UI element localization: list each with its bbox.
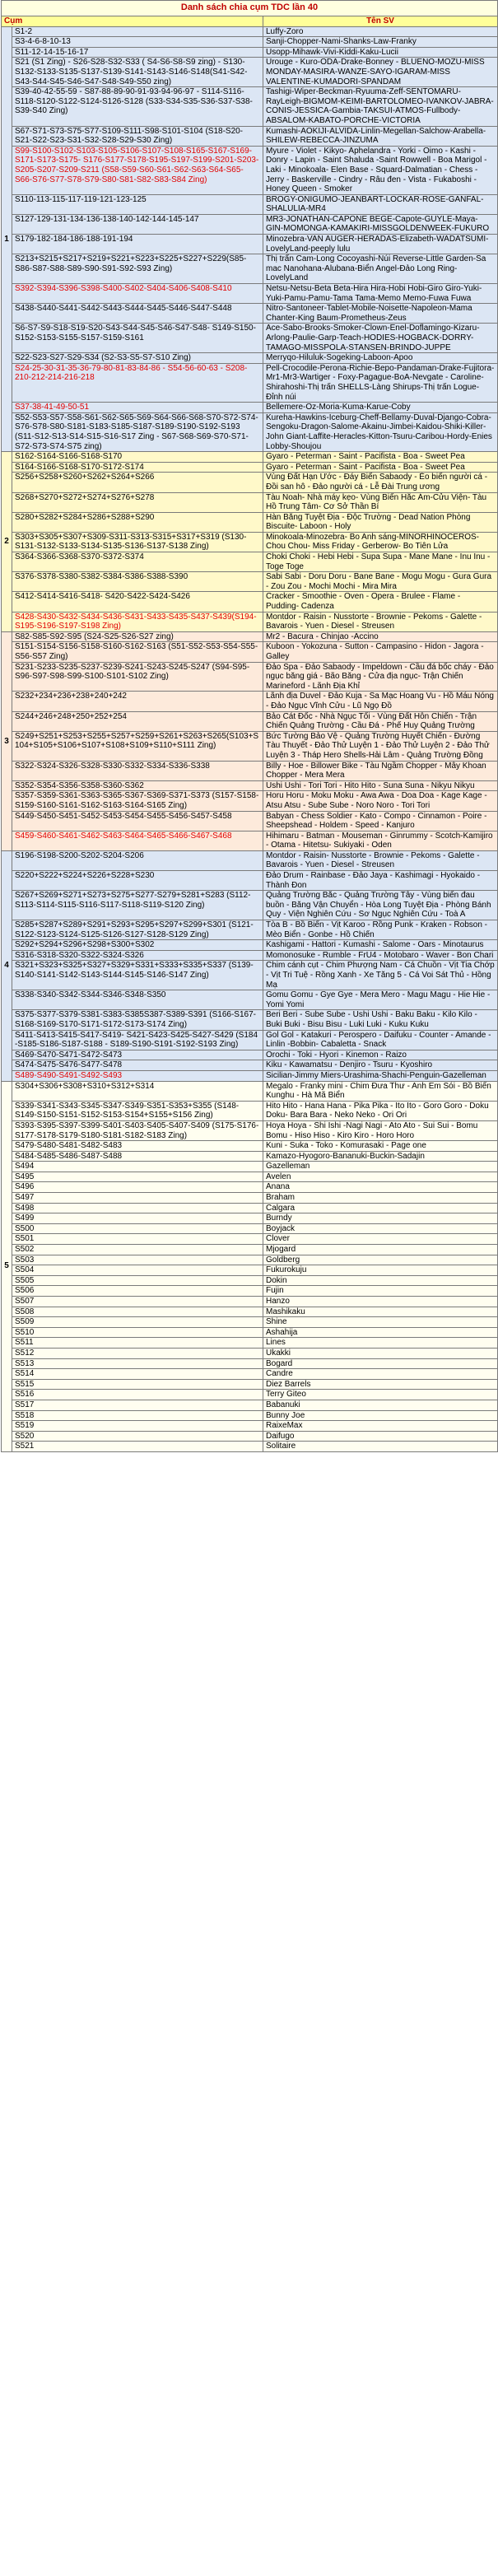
table-body — [2, 26, 498, 1451]
table-row — [2, 353, 498, 364]
server-list-cell: S500 — [12, 1223, 263, 1234]
student-names-cell: Urouge - Kuro-ODA-Drake-Bonney - BLUENO-MOZU-MISS MONDAY-MASIRA-WANZE-SAYO-IGARAM-MISS VALENTINE-KUMADORI-SPANDAM — [263, 58, 498, 87]
student-names-cell: Ashahija — [263, 1327, 498, 1338]
header-row — [2, 16, 498, 27]
server-list-cell: S519 — [12, 1421, 263, 1432]
student-names-cell: Mr2 - Bacura - Chinjao -Accino — [263, 631, 498, 642]
server-list-cell: S322-S324-S326-S328-S330-S332-S334-S336-S338 — [12, 761, 263, 780]
student-names-cell: Ukakki — [263, 1348, 498, 1358]
table-row — [2, 961, 498, 990]
server-list-cell: S449-S450-S451-S452-S453-S454-S455-S456-S457-S458 — [12, 811, 263, 831]
server-list-cell: S505 — [12, 1275, 263, 1286]
student-names-cell: Mjogard — [263, 1245, 498, 1255]
student-names-cell: Sicilian-Jimmy Miers-Urashima-Shachi-Penguin-Gazelleman — [263, 1070, 498, 1081]
student-names-cell: Shine — [263, 1317, 498, 1328]
server-list-cell: S220+S222+S224+S226+S228+S230 — [12, 871, 263, 891]
student-names-cell: Hàn Băng Tuyệt Địa - Độc Trường - Dead Nation Phòng Biscuite- Laboon - Holy — [263, 512, 498, 532]
student-names-cell: Orochi - Toki - Hyori - Kinemon - Raizo — [263, 1050, 498, 1060]
table-row — [2, 1275, 498, 1286]
student-names-cell: Horu Horu - Moku Moku - Awa Awa - Doa Doa - Kage Kage - Atsu Atsu - Sube Sube - Noro Noro - Tori Tori — [263, 791, 498, 811]
student-names-cell: Sabi Sabi - Doru Doru - Bane Bane - Mogu Mogu - Gura Gura - Zou Zou - Mochi Mochi - Mira Mira — [263, 572, 498, 592]
table-row — [2, 891, 498, 920]
table-row — [2, 324, 498, 353]
server-list-cell: S6-S7-S9-S18-S19-S20-S43-S44-S45-S46-S47-S48- S149-S150-S152-S153-S155-S157-S159-S161 — [12, 324, 263, 353]
student-names-cell: Lãnh địa Duvel - Đảo Kuja - Sa Mạc Hoang Vu - Hồ Máu Nóng - Đảo Ngục Vĩnh Cửu - Lũ Ngọ Đồ — [263, 692, 498, 711]
table-row — [2, 1223, 498, 1234]
table-row — [2, 831, 498, 850]
student-names-cell: Beri Beri - Sube Sube - Ushi Ushi - Baku Baku - Kilo Kilo - Buki Buki - Bisu Bisu - Luki Luki - Kuku Kuku — [263, 1010, 498, 1030]
table-row — [2, 284, 498, 304]
table-row — [2, 214, 498, 234]
student-names-cell: Braham — [263, 1193, 498, 1204]
server-list-cell: S37-38-41-49-50-51 — [12, 403, 263, 413]
table-row — [2, 950, 498, 961]
student-names-cell: Minokoala-Minozebra- Bo Anh sáng-MINORHINOCEROS- Chou Chou- Miss Friday - Gerberow- Bo Tiên Lửa — [263, 532, 498, 552]
server-list-cell: S24-25-30-31-35-36-79-80-81-83-84-86 - S54-56-60-63 - S208-210-212-214-216-218 — [12, 363, 263, 402]
server-list-cell: S509 — [12, 1317, 263, 1328]
student-names-cell: Gazelleman — [263, 1162, 498, 1172]
server-list-cell: S110-113-115-117-119-121-123-125 — [12, 194, 263, 214]
table-row — [2, 592, 498, 612]
table-row — [2, 1050, 498, 1060]
student-names-cell: Babanuki — [263, 1400, 498, 1410]
student-names-cell: Đảo Drum - Rainbase - Đảo Jaya - Kashimagi - Hyokaido - Thành Đon — [263, 871, 498, 891]
server-list-cell: S393-S395-S397-S399-S401-S403-S405-S407-S409 (S175-S176-S177-S178-S179-S180-S181-S182-S183 Zing) — [12, 1120, 263, 1140]
table-row — [2, 1070, 498, 1081]
server-list-cell: S510 — [12, 1327, 263, 1338]
student-names-cell: Momonosuke - Rumble - FrU4 - Motobaro - Waver - Bon Chari — [263, 950, 498, 961]
student-names-cell: Kiku - Kawamatsu - Denjiro - Tsuru - Kyoshiro — [263, 1060, 498, 1071]
table-row — [2, 473, 498, 492]
server-list-cell: S489-S490-S491-S492-S493 — [12, 1070, 263, 1081]
student-names-cell: Mashikaku — [263, 1307, 498, 1317]
server-list-cell: S516 — [12, 1390, 263, 1400]
server-list-cell: S21 (S1 Zing) - S26-S28-S32-S33 ( S4-S6-S8-S9 zing) - S130-S132-S133-S135-S137-S139-S141-S143-S146-S148(S41-S42-S43-S44-S45-S46-S47-S48-S49-S50 zing) — [12, 58, 263, 87]
student-names-cell: Quảng Trường Bắc - Quảng Trường Tây - Vùng biển đau buồn - Băng Vận Chuyển - Hòa Long Tuyệt Địa - Phòng Bánh Quy - Viện Nghiên Cứu - Sơ Ngục Nghiên Cứu - Toà A — [263, 891, 498, 920]
table-row — [2, 1286, 498, 1297]
table-row — [2, 1348, 498, 1358]
student-names-cell: Boyjack — [263, 1223, 498, 1234]
table-row — [2, 512, 498, 532]
table-row — [2, 1265, 498, 1276]
table-row — [2, 26, 498, 37]
table-row — [2, 940, 498, 951]
server-list-cell: S513 — [12, 1358, 263, 1369]
student-names-cell: Diez Barrels — [263, 1379, 498, 1390]
table-row — [2, 1400, 498, 1410]
student-names-cell: Pell-Crocodile-Perona-Richie-Bepo-Pandaman-Drake-Fujitora-Mr1-Mr3-Wartiger - Foxy-Pagague-BoA-Nevgate - Caroline-Shirahoshi-Thị trấn SHELLS-Làng Shirups-Thị trấn Logue-Đỉnh núi — [263, 363, 498, 402]
server-list-cell: S339-S341-S343-S345-S347-S349-S351-S353+S355 (S148-S149-S150-S151-S152-S153-S154+S155+S156 Zing) — [12, 1101, 263, 1120]
table-row — [2, 1151, 498, 1162]
table-row — [2, 1255, 498, 1265]
header-ten-sv: Tên SV — [263, 16, 498, 27]
cluster-number: 2 — [2, 452, 12, 632]
server-list-cell: S504 — [12, 1265, 263, 1276]
table-row — [2, 412, 498, 451]
server-list-cell: S213+S215+S217+S219+S221+S223+S225+S227+S229(S85-S86-S87-S88-S89-S90-S91-S92-S93 Zing) — [12, 254, 263, 284]
table-row — [2, 780, 498, 791]
server-list-cell: S497 — [12, 1193, 263, 1204]
server-list-cell: S127-129-131-134-136-138-140-142-144-145-147 — [12, 214, 263, 234]
student-names-cell: Ace-Sabo-Brooks-Smoker-Clown-Enel-Doflamingo-Kizaru-Arlong-Paulie-Garp-Teach-HODIES-HOGBACK-DORRY-TAMAGO-MISSPOLA-STANSEN-BRINDO-JUPPE — [263, 324, 498, 353]
page-title: Danh sách chia cụm TDC lần 40 — [2, 1, 498, 16]
student-names-cell: Minozebra-VAN AUGER-HERADAS-Elizabeth-WADATSUMI-LovelyLand-peeply lulu — [263, 235, 498, 254]
student-names-cell: Daifugo — [263, 1431, 498, 1442]
server-list-cell: S517 — [12, 1400, 263, 1410]
student-names-cell: Billy - Hoe - Billower Bike - Tàu Ngầm Chopper - Mây Khoan Chopper - Mera Mera — [263, 761, 498, 780]
server-list-cell: S474-S475-S476-S477-S478 — [12, 1060, 263, 1071]
server-list-cell: S499 — [12, 1213, 263, 1224]
table-row — [2, 1081, 498, 1101]
table-row — [2, 1297, 498, 1307]
student-names-cell: Cracker - Smoothie - Oven - Opera - Brulee - Flame - Pudding- Cadenza — [263, 592, 498, 612]
table-row — [2, 37, 498, 48]
table-row — [2, 1338, 498, 1349]
table-row — [2, 731, 498, 761]
student-names-cell: Gyaro - Peterman - Saint - Pacifista - Boa - Sweet Pea — [263, 462, 498, 473]
server-list-cell: S357-S359-S361-S363-S365-S367-S369-S371-S373 (S157-S158-S159-S160-S161-S162-S163-S164-S165 Zing) — [12, 791, 263, 811]
student-names-cell: Candre — [263, 1369, 498, 1380]
student-names-cell: Dokin — [263, 1275, 498, 1286]
server-list-cell: S479-S480-S481-S482-S483 — [12, 1141, 263, 1152]
student-names-cell: Tòa B - Bồ Biển - Vịt Karoo - Rồng Punk - Kraken - Robson - Mèo Biển - Gonbe - Hồ Chiến — [263, 920, 498, 940]
table-row — [2, 850, 498, 870]
server-list-cell: S506 — [12, 1286, 263, 1297]
student-names-cell: Kuboon - Yokozuna - Sutton - Campasino - Hidon - Jagora - Galley — [263, 642, 498, 662]
table-row — [2, 552, 498, 572]
server-list-cell: S292+S294+S296+S298+S300+S302 — [12, 940, 263, 951]
table-row — [2, 1162, 498, 1172]
server-list-cell: S494 — [12, 1162, 263, 1172]
server-list-cell: S232+234+236+238+240+242 — [12, 692, 263, 711]
server-list-cell: S428-S430-S432-S434-S436-S431-S433-S435-S437-S439(S194-S195-S196-S197-S198 Zing) — [12, 612, 263, 631]
table-row — [2, 452, 498, 463]
table-row — [2, 403, 498, 413]
student-names-cell: Montdor - Raisin- Nusstorte - Brownie - Pekoms - Galette - Bavarois - Yuen - Diesel - Streusen — [263, 850, 498, 870]
table-row — [2, 1317, 498, 1328]
table-row — [2, 612, 498, 631]
server-list-cell: S375-S377-S379-S381-S383-S385S387-S389-S391 (S166-S167-S168-S169-S170-S171-S172-S173-S174 Zing) — [12, 1010, 263, 1030]
student-names-cell: Avelen — [263, 1172, 498, 1182]
table-row — [2, 692, 498, 711]
student-names-cell: Burndy — [263, 1213, 498, 1224]
server-list-cell: S484-S485-S486-S487-S488 — [12, 1151, 263, 1162]
student-names-cell: Choki Choki - Hebi Hebi - Supa Supa - Mane Mane - Inu Inu - Toge Toge — [263, 552, 498, 572]
server-list-cell: S179-182-184-186-188-191-194 — [12, 235, 263, 254]
table-row — [2, 761, 498, 780]
table-row — [2, 811, 498, 831]
table-row — [2, 1307, 498, 1317]
server-list-cell: S501 — [12, 1234, 263, 1245]
student-names-cell: Gomu Gomu - Gye Gye - Mera Mero - Magu Magu - Hie Hie - Yomi Yomi — [263, 990, 498, 1010]
table-row — [2, 642, 498, 662]
student-names-cell: Anana — [263, 1182, 498, 1193]
server-list-cell: S459-S460-S461-S462-S463-S464-S465-S466-S467-S468 — [12, 831, 263, 850]
student-names-cell: Usopp-Mihawk-Vivi-Kiddi-Kaku-Lucii — [263, 47, 498, 58]
table-row — [2, 1421, 498, 1432]
student-names-cell: Hihimaru - Batman - Mouseman - Ginrummy - Scotch-Kamijiro - Otama - Hitetsu- Sukiyaki - Oden — [263, 831, 498, 850]
student-names-cell: Chim cánh cụt - Chim Phượng Nam - Cá Chuồn - Vịt Tia Chớp - Vịt Tri Tuệ - Rồng Xanh - Xe Tăng 5 - Cá Voi Sát Thủ - Hồng Mạ — [263, 961, 498, 990]
table-row — [2, 1442, 498, 1452]
table-row — [2, 1141, 498, 1152]
server-list-cell: S267+S269+S271+S273+S275+S277-S279+S281+S283 (S112-S113-S114-S115-S116-S117-S118-S119-S120 Zing) — [12, 891, 263, 920]
student-names-cell: Goldberg — [263, 1255, 498, 1265]
table-row — [2, 146, 498, 194]
server-list-cell: S518 — [12, 1410, 263, 1421]
server-list-cell: S515 — [12, 1379, 263, 1390]
server-list-cell: S280+S282+S284+S286+S288+S290 — [12, 512, 263, 532]
server-list-cell: S412-S414-S416-S418- S420-S422-S424-S426 — [12, 592, 263, 612]
student-names-cell: Bunny Joe — [263, 1410, 498, 1421]
student-names-cell: Merryqo-Hiluluk-Sogeking-Laboon-Apoo — [263, 353, 498, 364]
student-names-cell: Montdor - Raisin - Nusstorte - Brownie - Pekoms - Galette - Bavarois - Yuen - Diesel - Streusen — [263, 612, 498, 631]
student-names-cell: Babyan - Chess Soldier - Kato - Compo - Cinnamon - Poire - Sheepshead - Holdem - Speed - Kanjuro — [263, 811, 498, 831]
student-names-cell: Nitro-Santoneer-Tablet-Mobile-Noisette-Napoleon-Mama Chanter-King Baum-Prometheus-Zeus — [263, 304, 498, 324]
student-names-cell: Bức Tường Bảo Vệ - Quảng Trường Huyết Chiến - Đường Tàu Thuyết - Đảo Thử Luyện 1 - Đảo Thử Luyện 2 - Đảo Thử Luyện 3 - Tháp Hero Shells-Hải Lâm - Quảng Trường Đồng — [263, 731, 498, 761]
table-row — [2, 1213, 498, 1224]
table-row — [2, 1120, 498, 1140]
server-list-cell: S164-S166-S168-S170-S172-S174 — [12, 462, 263, 473]
cluster-number: 1 — [2, 26, 12, 452]
student-names-cell: Gyaro - Peterman - Saint - Pacifista - Boa - Sweet Pea — [263, 452, 498, 463]
table-row — [2, 1010, 498, 1030]
student-names-cell: Lines — [263, 1338, 498, 1349]
server-list-cell: S268+S270+S272+S274+S276+S278 — [12, 492, 263, 512]
student-names-cell: Hanzo — [263, 1297, 498, 1307]
server-list-cell: S514 — [12, 1369, 263, 1380]
server-list-cell: S503 — [12, 1255, 263, 1265]
server-list-cell: S39-40-42-55-59 - S87-88-89-90-91-93-94-96-97 - S114-S116-S118-S120-S122-S124-S126-S128 (S33-S34-S35-S36-S37-S38-S39-S40 Zing) — [12, 87, 263, 126]
student-names-cell: Kumashi-AOKIJI-ALVIDA-Linlin-Megellan-Salchow-Arabella-SHILEW-REBECCA-JINZUMA — [263, 126, 498, 146]
table-row — [2, 1030, 498, 1050]
table-row — [2, 1234, 498, 1245]
student-names-cell: Tashigi-Wiper-Beckman-Ryuuma-Zeff-SENTOMARU-RayLeigh-BIGMOM-KEIMI-BARTOLOMEO-IVANKOV-JABRA-CONIS-JESSICA-Gambia-TAKSUI-ATMOS-Fullbody-ABSALOM-KABATO-PORCHE-VICTORIA — [263, 87, 498, 126]
table-row — [2, 1193, 498, 1204]
student-names-cell: Bảo Cát Đốc - Nhà Ngục Tối - Vùng Đất Hỗn Chiến - Trận Chiến Quảng Trường - Cầu Đá - Phế Huy Quảng Trường — [263, 711, 498, 731]
server-list-cell: S11-12-14-15-16-17 — [12, 47, 263, 58]
student-names-cell: Luffy-Zoro — [263, 26, 498, 37]
server-list-cell: S498 — [12, 1203, 263, 1213]
student-names-cell: Fukurokuju — [263, 1265, 498, 1276]
table-row — [2, 462, 498, 473]
server-list-cell: S469-S470-S471-S472-S473 — [12, 1050, 263, 1060]
table-row — [2, 1182, 498, 1193]
table-row — [2, 662, 498, 692]
server-list-cell: S512 — [12, 1348, 263, 1358]
table-row — [2, 235, 498, 254]
cluster-number: 4 — [2, 850, 12, 1081]
server-list-cell: S321+S323+S325+S327+S329+S331+S333+S335+S337 (S139-S140-S141-S142-S143-S144-S145-S146-S147 Zing) — [12, 961, 263, 990]
table-row — [2, 631, 498, 642]
server-list-cell: S99-S100-S102-S103-S105-S106-S107-S108-S165-S167-S169- S171-S173-S175- S176-S177-S178-S195-S197-S199-S201-S203-S205-S207-S209-S211 (S58-S59-S60-S61-S62-S63-S64-S65-S66-S76-S77-S78-S79-S80-S81-S82-S83-S84 Zing) — [12, 146, 263, 194]
table-row — [2, 871, 498, 891]
table-row — [2, 304, 498, 324]
student-names-cell: RaixeMax — [263, 1421, 498, 1432]
server-list-cell: S392-S394-S396-S398-S400-S402-S404-S406-S408-S410 — [12, 284, 263, 304]
student-names-cell: Solitaire — [263, 1442, 498, 1452]
table-row — [2, 1431, 498, 1442]
table-row — [2, 47, 498, 58]
title-row — [2, 1, 498, 16]
student-names-cell: BROGY-ONIGUMO-JEANBART-LOCKAR-ROSE-GANFAL-SHALULIA-MR4 — [263, 194, 498, 214]
table-row — [2, 1327, 498, 1338]
cluster-number: 5 — [2, 1081, 12, 1451]
table-row — [2, 1369, 498, 1380]
server-list-cell: S82-S85-S92-S95 (S24-S25-S26-S27 zing) — [12, 631, 263, 642]
server-list-cell: S303+S305+S307+S309-S311-S313-S315+S317+S319 (S130-S131-S132-S133-S134-S135-S136-S137-S138 Zing) — [12, 532, 263, 552]
server-list-cell: S3-4-6-8-10-13 — [12, 37, 263, 48]
student-names-cell: Terry Giteo — [263, 1390, 498, 1400]
student-names-cell: Fujin — [263, 1286, 498, 1297]
student-names-cell: Kuni - Suka - Toko - Komurasaki - Page one — [263, 1141, 498, 1152]
server-list-cell: S502 — [12, 1245, 263, 1255]
student-names-cell: Thị trấn Cam-Long Cocoyashi-Núi Reverse-Little Garden-Sa mac Nanohana-Alubana-Biển Angel-Đảo Long Ring-LovelyLand — [263, 254, 498, 284]
table-row — [2, 1390, 498, 1400]
student-names-cell: Megalo - Franky mini - Chim Đưa Thư - Anh Em Sói - Bồ Biển Kunghu - Hà Mã Biển — [263, 1081, 498, 1101]
server-list-cell: S162-S164-S166-S168-S170 — [12, 452, 263, 463]
table-row — [2, 1203, 498, 1213]
server-list-cell: S22-S23-S27-S29-S34 (S2-S3-S5-S7-S10 Zing) — [12, 353, 263, 364]
server-list-cell: S338-S340-S342-S344-S346-S348-S350 — [12, 990, 263, 1010]
student-names-cell: Ushi Ushi - Tori Tori - Hito Hito - Suna Suna - Nikyu Nikyu — [263, 780, 498, 791]
server-list-cell: S352-S354-S356-S358-S360-S362 — [12, 780, 263, 791]
table-row — [2, 711, 498, 731]
server-list-cell: S508 — [12, 1307, 263, 1317]
student-names-cell: Bogard — [263, 1358, 498, 1369]
server-list-cell: S285+S287+S289+S291+S293+S295+S297+S299+S301 (S121-S122-S123-S124-S125-S126-S127-S128-S129 Zing) — [12, 920, 263, 940]
header-cum: Cụm — [2, 16, 263, 27]
table-row — [2, 126, 498, 146]
student-names-cell: Tàu Noah- Nhà máy kẹo- Vùng Biển Hắc Ám-Cửu Viện- Tàu Hồ Trung Tâm- Cơ Sở Thần Bí — [263, 492, 498, 512]
server-list-cell: S507 — [12, 1297, 263, 1307]
server-list-cell: S438-S440-S441-S442-S443-S444-S445-S446-S447-S448 — [12, 304, 263, 324]
table-row — [2, 1245, 498, 1255]
student-names-cell: Kamazo-Hyogoro-Bananuki-Buckin-Sadajin — [263, 1151, 498, 1162]
table-row — [2, 1358, 498, 1369]
table-row — [2, 532, 498, 552]
table-row — [2, 1410, 498, 1421]
server-list-cell: S151-S154-S156-S158-S160-S162-S163 (S51-S52-S53-S54-S55-S56-S57 Zing) — [12, 642, 263, 662]
server-list-cell: S231-S233-S235-S237-S239-S241-S243-S245-S247 (S94-S95-S96-S97-S98-S99-S100-S101-S102 Zing) — [12, 662, 263, 692]
table-row — [2, 920, 498, 940]
server-list-cell: S67-S71-S73-S75-S77-S109-S111-S98-S101-S104 (S18-S20-S21-S22-S23-S31-S32-S28-S29-S30 Zing) — [12, 126, 263, 146]
server-list-cell: S52-S53-S57-S58-S61-S62-S65-S69-S64-S66-S68-S70-S72-S74-S76-S78-S80-S181-S183-S185-S187-S189-S190-S192-S193 (S11-S12-S13-S14-S15-S16-S17 Zing - S67-S68-S69-S70-S71-S72-S73-S74-S75 zing) — [12, 412, 263, 451]
student-names-cell: Hito Hito - Hana Hana - Pika Pika - Ito Ito - Goro Goro - Doku Doku- Bara Bara - Neko Neko - Ori Ori — [263, 1101, 498, 1120]
server-list-cell: S256+S258+S260+S262+S264+S266 — [12, 473, 263, 492]
student-names-cell: Vùng Đất Hạn Ước - Đáy Biển Sabaody - Ẻo biển người cá - Đồi san hô - Đảo người cá - Lễ Đài Trung ương — [263, 473, 498, 492]
student-names-cell: Calgara — [263, 1203, 498, 1213]
table-row — [2, 492, 498, 512]
student-names-cell: Hoya Hoya - Shi Ishi -Nagi Nagi - Ato Ato - Sui Sui - Bomu Bomu - Hiso Hiso - Kiro Kiro - Horo Horo — [263, 1120, 498, 1140]
server-list-cell: S1-2 — [12, 26, 263, 37]
student-names-cell: Myure - Violet - Kikyo- Aphelandra - Yorki - Oimo - Kashi - Donry - Lapin - Saint Shaluda -Saint Rowwell - Boa Marigol - Laki - Minokoala- Elen Base - Squard-Dalmatian - Chess - Jerry - Baskerville - Cindry - Râu đen - Vista - Fukaboshi - Honey Queen - Smoker — [263, 146, 498, 194]
table-row — [2, 254, 498, 284]
table-row — [2, 194, 498, 214]
server-list-cell: S411-S413-S415-S417-S419- S421-S423-S425-S427-S429 (S184 -S185-S186-S187-S188 - S189-S190-S191-S192-S193 Zing) — [12, 1030, 263, 1050]
table-row — [2, 58, 498, 87]
table-row — [2, 990, 498, 1010]
student-names-cell: Bellemere-Oz-Moria-Kuma-Karue-Coby — [263, 403, 498, 413]
server-list-cell: S244+246+248+250+252+254 — [12, 711, 263, 731]
student-cluster-table — [1, 0, 498, 1452]
table-row — [2, 1379, 498, 1390]
table-row — [2, 1060, 498, 1071]
student-names-cell: MR3-JONATHAN-CAPONE BEGE-Capote-GUYLE-Maya-GIN-MOMONGA-KAMAKIRI-MISSGOLDENWEEK-FUKURO — [263, 214, 498, 234]
student-names-cell: Sanji-Chopper-Nami-Shanks-Law-Franky — [263, 37, 498, 48]
student-names-cell: Kureha-Hawkins-Iceburg-Cheff-Bellamy-Duval-Django-Cobra-Sengoku-Dragon-Salome-Akainu-Jimbei-Kaidou-Shiki-Killer-John Giant-Laffite-Heracles-Kitton-Tsuru-Caribou-Hordy-Enies Lobby-Shoujou — [263, 412, 498, 451]
table-row — [2, 87, 498, 126]
student-names-cell: Clover — [263, 1234, 498, 1245]
table-row — [2, 572, 498, 592]
cluster-number: 3 — [2, 631, 12, 850]
table-row — [2, 791, 498, 811]
table-row — [2, 1101, 498, 1120]
server-list-cell: S511 — [12, 1338, 263, 1349]
server-list-cell: S196-S198-S200-S202-S204-S206 — [12, 850, 263, 870]
student-names-cell: Gol Gol - Katakuri - Perospero - Daifuku - Counter - Amande - Linlin -Bobbin- Cabaletta - Snack — [263, 1030, 498, 1050]
student-names-cell: Netsu-Netsu-Beta Beta-Hira Hira-Hobi Hobi-Giro Giro-Yuki-Yuki-Pamu-Pamu-Tama Tama-Memo Memo-Fuwa Fuwa — [263, 284, 498, 304]
server-list-cell: S376-S378-S380-S382-S384-S386-S388-S390 — [12, 572, 263, 592]
server-list-cell: S304+S306+S308+S310+S312+S314 — [12, 1081, 263, 1101]
server-list-cell: S520 — [12, 1431, 263, 1442]
student-names-cell: Kashigami - Hattori - Kumashi - Salome - Oars - Minotaurus — [263, 940, 498, 951]
server-list-cell: S495 — [12, 1172, 263, 1182]
server-list-cell: S364-S366-S368-S370-S372-S374 — [12, 552, 263, 572]
table-row — [2, 1172, 498, 1182]
table-row — [2, 363, 498, 402]
student-names-cell: Đảo Spa - Đảo Sabaody - Impeldown - Cầu đá bốc cháy - Đảo ngục băng giá - Bão Băng - Cửa địa ngục- Trận Chiến Marineford - Lãnh Địa Khỉ — [263, 662, 498, 692]
server-list-cell: S521 — [12, 1442, 263, 1452]
server-list-cell: S316-S318-S320-S322-S324-S326 — [12, 950, 263, 961]
server-list-cell: S249+S251+S253+S255+S257+S259+S261+S263+S265(S103+S104+S105+S106+S107+S108+S109+S110+S111 Zing) — [12, 731, 263, 761]
server-list-cell: S496 — [12, 1182, 263, 1193]
